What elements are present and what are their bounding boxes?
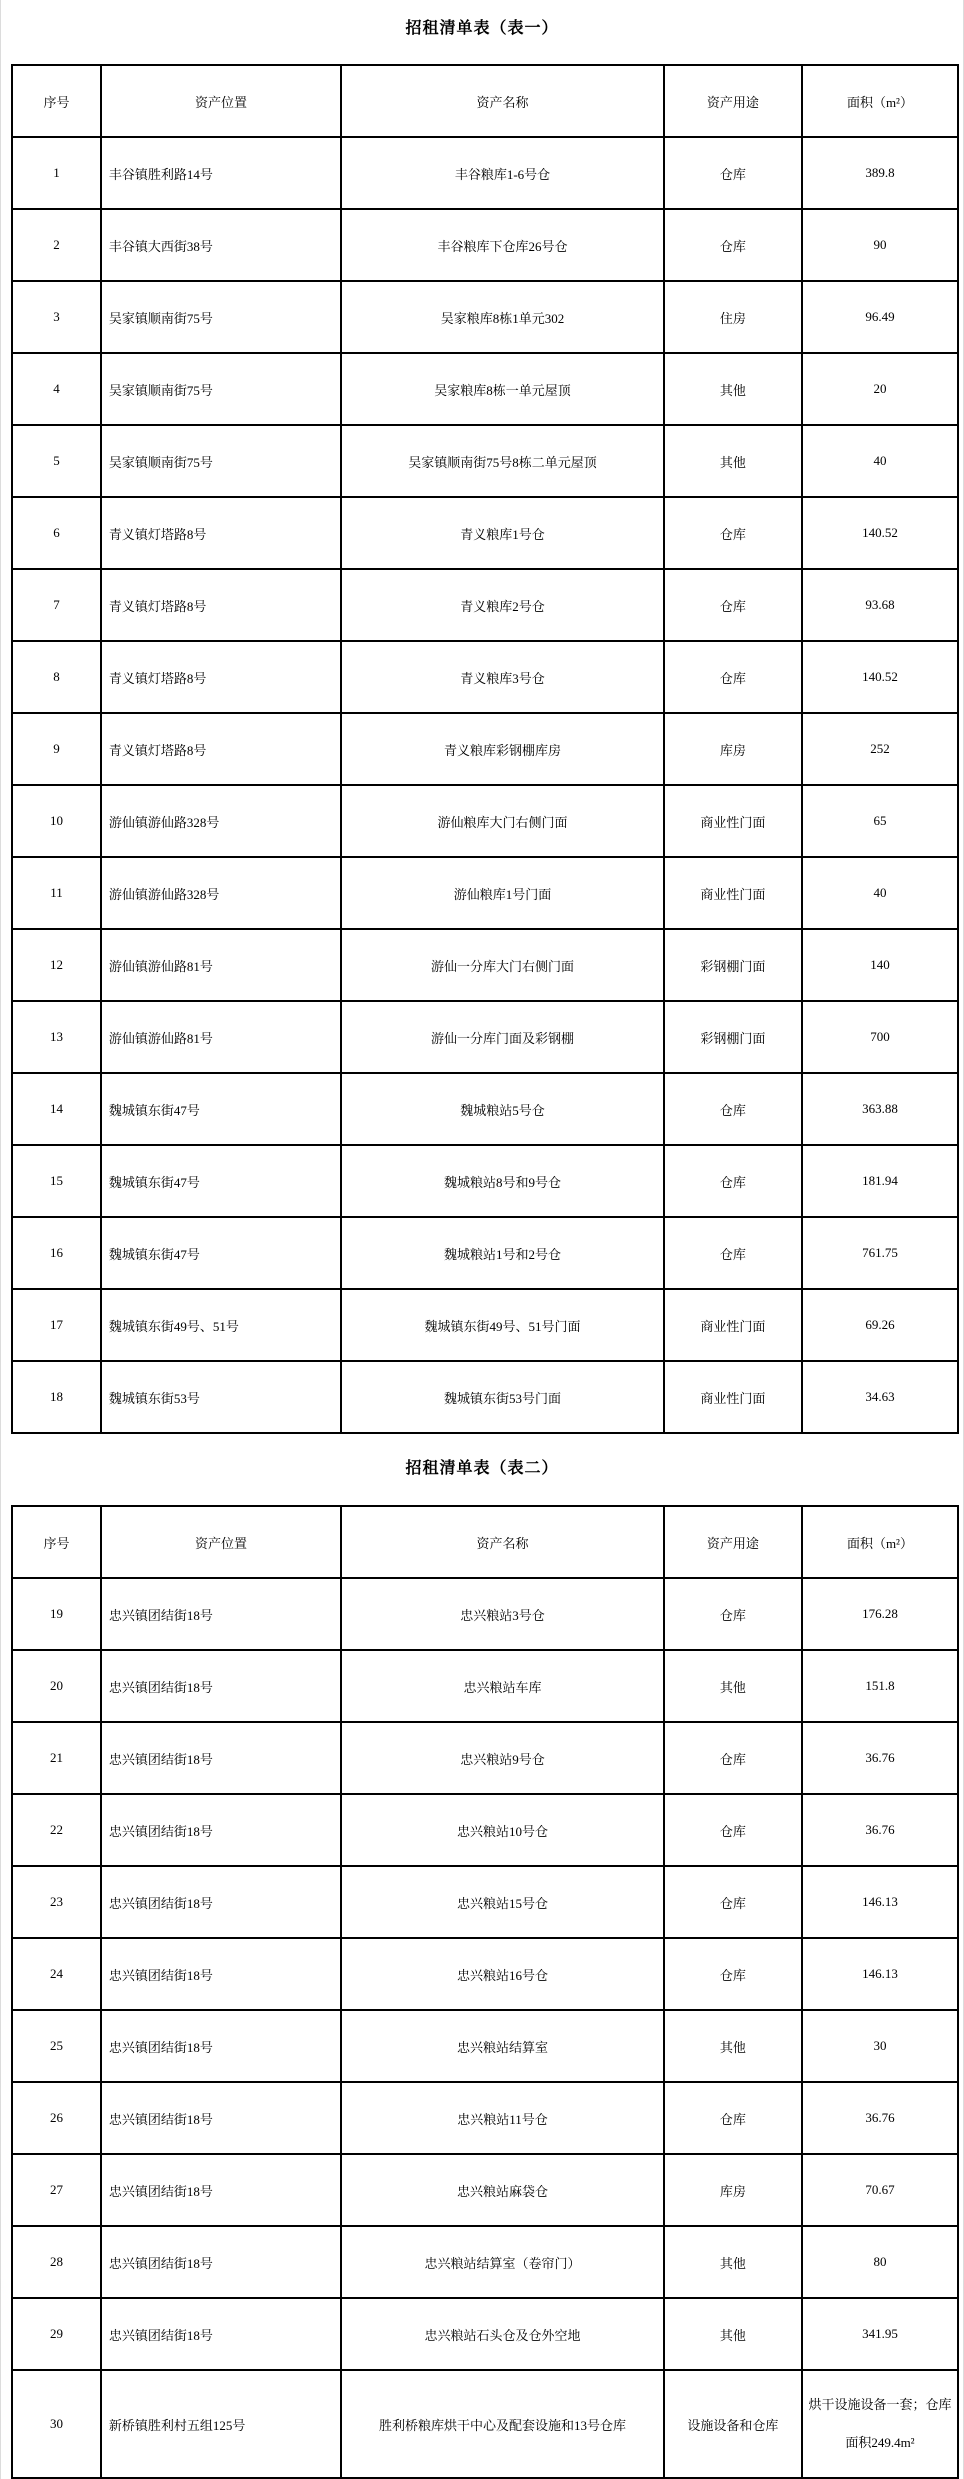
table-row (12, 857, 958, 929)
name-cell: 忠兴粮站麻袋仓 (341, 2154, 664, 2226)
column-header-4: 面积（m²） (802, 1506, 958, 1578)
usage-cell: 仓库 (664, 1578, 802, 1650)
location-cell: 游仙镇游仙路81号 (101, 1001, 341, 1073)
rental-table-1 (11, 64, 959, 1434)
usage-cell: 仓库 (664, 1866, 802, 1938)
serial-cell: 21 (12, 1722, 101, 1794)
table2-title: 招租清单表（表二） (405, 1460, 559, 1477)
name-cell: 忠兴粮站9号仓 (341, 1722, 664, 1794)
table-row (12, 2298, 958, 2370)
usage-cell: 其他 (664, 353, 802, 425)
serial-cell: 10 (12, 785, 101, 857)
table-row (12, 1866, 958, 1938)
serial-cell: 24 (12, 1938, 101, 2010)
location-cell: 游仙镇游仙路328号 (101, 857, 341, 929)
area-cell: 140.52 (802, 497, 958, 569)
area-cell: 90 (802, 209, 958, 281)
area-cell: 700 (802, 1001, 958, 1073)
location-cell: 忠兴镇团结街18号 (101, 1650, 341, 1722)
area-cell: 36.76 (802, 1722, 958, 1794)
serial-cell: 8 (12, 641, 101, 713)
column-header-2: 资产名称 (341, 1506, 664, 1578)
name-cell: 青义粮库2号仓 (341, 569, 664, 641)
column-header-3: 资产用途 (664, 1506, 802, 1578)
table-row (12, 353, 958, 425)
table-row (12, 1001, 958, 1073)
name-cell: 游仙粮库1号门面 (341, 857, 664, 929)
usage-cell: 其他 (664, 2010, 802, 2082)
location-cell: 丰谷镇大西街38号 (101, 209, 341, 281)
area-cell: 146.13 (802, 1938, 958, 2010)
rental-table-2 (11, 1505, 959, 2479)
column-header-1: 资产位置 (101, 1506, 341, 1578)
area-cell: 341.95 (802, 2298, 958, 2370)
table1-title: 招租清单表（表一） (405, 20, 559, 37)
usage-cell: 商业性门面 (664, 1361, 802, 1433)
usage-cell: 仓库 (664, 1938, 802, 2010)
serial-cell: 11 (12, 857, 101, 929)
table-row (12, 569, 958, 641)
table-row (12, 2370, 958, 2478)
table-row (12, 713, 958, 785)
name-cell: 游仙粮库大门右侧门面 (341, 785, 664, 857)
area-cell: 36.76 (802, 1794, 958, 1866)
table-row (12, 2226, 958, 2298)
area-cell: 252 (802, 713, 958, 785)
name-cell: 青义粮库3号仓 (341, 641, 664, 713)
name-cell: 游仙一分库门面及彩钢棚 (341, 1001, 664, 1073)
usage-cell: 彩钢棚门面 (664, 1001, 802, 1073)
name-cell: 魏城粮站8号和9号仓 (341, 1145, 664, 1217)
name-cell: 忠兴粮站11号仓 (341, 2082, 664, 2154)
usage-cell: 商业性门面 (664, 1289, 802, 1361)
serial-cell: 1 (12, 137, 101, 209)
name-cell: 忠兴粮站结算室（卷帘门） (341, 2226, 664, 2298)
location-cell: 青义镇灯塔路8号 (101, 497, 341, 569)
name-cell: 魏城镇东街49号、51号门面 (341, 1289, 664, 1361)
area-cell: 96.49 (802, 281, 958, 353)
usage-cell: 仓库 (664, 497, 802, 569)
table-row (12, 2082, 958, 2154)
location-cell: 吴家镇顺南街75号 (101, 281, 341, 353)
name-cell: 忠兴粮站15号仓 (341, 1866, 664, 1938)
usage-cell: 其他 (664, 2298, 802, 2370)
name-cell: 胜利桥粮库烘干中心及配套设施和13号仓库 (341, 2370, 664, 2478)
location-cell: 魏城镇东街53号 (101, 1361, 341, 1433)
serial-cell: 2 (12, 209, 101, 281)
name-cell: 吴家粮库8栋1单元302 (341, 281, 664, 353)
location-cell: 忠兴镇团结街18号 (101, 2010, 341, 2082)
location-cell: 吴家镇顺南街75号 (101, 353, 341, 425)
serial-cell: 15 (12, 1145, 101, 1217)
table-row (12, 785, 958, 857)
serial-cell: 4 (12, 353, 101, 425)
serial-cell: 14 (12, 1073, 101, 1145)
table-row (12, 1578, 958, 1650)
area-cell: 65 (802, 785, 958, 857)
table-row (12, 1650, 958, 1722)
usage-cell: 库房 (664, 713, 802, 785)
area-cell: 181.94 (802, 1145, 958, 1217)
area-cell: 69.26 (802, 1289, 958, 1361)
serial-cell: 13 (12, 1001, 101, 1073)
area-cell: 20 (802, 353, 958, 425)
serial-cell: 22 (12, 1794, 101, 1866)
usage-cell: 彩钢棚门面 (664, 929, 802, 1001)
area-cell: 363.88 (802, 1073, 958, 1145)
serial-cell: 20 (12, 1650, 101, 1722)
location-cell: 忠兴镇团结街18号 (101, 1794, 341, 1866)
name-cell: 丰谷粮库下仓库26号仓 (341, 209, 664, 281)
location-cell: 青义镇灯塔路8号 (101, 641, 341, 713)
name-cell: 忠兴粮站石头仓及仓外空地 (341, 2298, 664, 2370)
serial-cell: 9 (12, 713, 101, 785)
location-cell: 青义镇灯塔路8号 (101, 713, 341, 785)
location-cell: 魏城镇东街47号 (101, 1145, 341, 1217)
name-cell: 青义粮库彩钢棚库房 (341, 713, 664, 785)
serial-cell: 25 (12, 2010, 101, 2082)
table-row (12, 1145, 958, 1217)
column-header-0: 序号 (12, 65, 101, 137)
name-cell: 忠兴粮站16号仓 (341, 1938, 664, 2010)
serial-cell: 29 (12, 2298, 101, 2370)
serial-cell: 23 (12, 1866, 101, 1938)
table1-header-row (12, 65, 958, 137)
location-cell: 魏城镇东街47号 (101, 1217, 341, 1289)
table-row (12, 1289, 958, 1361)
serial-cell: 28 (12, 2226, 101, 2298)
serial-cell: 27 (12, 2154, 101, 2226)
column-header-4: 面积（m²） (802, 65, 958, 137)
usage-cell: 商业性门面 (664, 857, 802, 929)
serial-cell: 19 (12, 1578, 101, 1650)
name-cell: 丰谷粮库1-6号仓 (341, 137, 664, 209)
area-cell: 34.63 (802, 1361, 958, 1433)
location-cell: 魏城镇东街47号 (101, 1073, 341, 1145)
column-header-3: 资产用途 (664, 65, 802, 137)
usage-cell: 仓库 (664, 569, 802, 641)
location-cell: 新桥镇胜利村五组125号 (101, 2370, 341, 2478)
usage-cell: 仓库 (664, 1145, 802, 1217)
name-cell: 吴家镇顺南街75号8栋二单元屋顶 (341, 425, 664, 497)
name-cell: 忠兴粮站车库 (341, 1650, 664, 1722)
table-row (12, 137, 958, 209)
location-cell: 忠兴镇团结街18号 (101, 1938, 341, 2010)
table2-header-row (12, 1506, 958, 1578)
usage-cell: 仓库 (664, 1722, 802, 1794)
name-cell: 魏城粮站5号仓 (341, 1073, 664, 1145)
name-cell: 忠兴粮站3号仓 (341, 1578, 664, 1650)
area-cell: 烘干设施设备一套；仓库面积249.4m² (802, 2370, 958, 2478)
table-row (12, 1794, 958, 1866)
location-cell: 忠兴镇团结街18号 (101, 2298, 341, 2370)
location-cell: 忠兴镇团结街18号 (101, 1722, 341, 1794)
table-row (12, 1722, 958, 1794)
name-cell: 忠兴粮站结算室 (341, 2010, 664, 2082)
column-header-2: 资产名称 (341, 65, 664, 137)
usage-cell: 库房 (664, 2154, 802, 2226)
name-cell: 青义粮库1号仓 (341, 497, 664, 569)
area-cell: 30 (802, 2010, 958, 2082)
area-cell: 93.68 (802, 569, 958, 641)
location-cell: 游仙镇游仙路328号 (101, 785, 341, 857)
area-cell: 40 (802, 857, 958, 929)
location-cell: 游仙镇游仙路81号 (101, 929, 341, 1001)
table-row (12, 1073, 958, 1145)
name-cell: 魏城粮站1号和2号仓 (341, 1217, 664, 1289)
location-cell: 忠兴镇团结街18号 (101, 2154, 341, 2226)
location-cell: 青义镇灯塔路8号 (101, 569, 341, 641)
usage-cell: 其他 (664, 425, 802, 497)
table-row (12, 1217, 958, 1289)
serial-cell: 18 (12, 1361, 101, 1433)
name-cell: 忠兴粮站10号仓 (341, 1794, 664, 1866)
location-cell: 忠兴镇团结街18号 (101, 2226, 341, 2298)
serial-cell: 26 (12, 2082, 101, 2154)
table-row (12, 209, 958, 281)
serial-cell: 5 (12, 425, 101, 497)
usage-cell: 仓库 (664, 137, 802, 209)
serial-cell: 17 (12, 1289, 101, 1361)
usage-cell: 仓库 (664, 641, 802, 713)
usage-cell: 仓库 (664, 2082, 802, 2154)
area-cell: 389.8 (802, 137, 958, 209)
table-row (12, 497, 958, 569)
location-cell: 吴家镇顺南街75号 (101, 425, 341, 497)
serial-cell: 16 (12, 1217, 101, 1289)
usage-cell: 住房 (664, 281, 802, 353)
usage-cell: 仓库 (664, 1794, 802, 1866)
area-cell: 70.67 (802, 2154, 958, 2226)
area-cell: 176.28 (802, 1578, 958, 1650)
area-cell: 140.52 (802, 641, 958, 713)
serial-cell: 30 (12, 2370, 101, 2478)
area-cell: 146.13 (802, 1866, 958, 1938)
location-cell: 丰谷镇胜利路14号 (101, 137, 341, 209)
usage-cell: 商业性门面 (664, 785, 802, 857)
column-header-1: 资产位置 (101, 65, 341, 137)
table-row (12, 641, 958, 713)
area-cell: 761.75 (802, 1217, 958, 1289)
usage-cell: 仓库 (664, 1073, 802, 1145)
location-cell: 忠兴镇团结街18号 (101, 1578, 341, 1650)
area-cell: 140 (802, 929, 958, 1001)
usage-cell: 仓库 (664, 209, 802, 281)
table-row (12, 1361, 958, 1433)
area-cell: 40 (802, 425, 958, 497)
table-row (12, 2154, 958, 2226)
name-cell: 吴家粮库8栋一单元屋顶 (341, 353, 664, 425)
name-cell: 魏城镇东街53号门面 (341, 1361, 664, 1433)
serial-cell: 3 (12, 281, 101, 353)
location-cell: 忠兴镇团结街18号 (101, 1866, 341, 1938)
table-row (12, 2010, 958, 2082)
table-row (12, 929, 958, 1001)
name-cell: 游仙一分库大门右侧门面 (341, 929, 664, 1001)
serial-cell: 6 (12, 497, 101, 569)
location-cell: 魏城镇东街49号、51号 (101, 1289, 341, 1361)
location-cell: 忠兴镇团结街18号 (101, 2082, 341, 2154)
serial-cell: 7 (12, 569, 101, 641)
table-row (12, 1938, 958, 2010)
usage-cell: 其他 (664, 1650, 802, 1722)
serial-cell: 12 (12, 929, 101, 1001)
area-cell: 80 (802, 2226, 958, 2298)
usage-cell: 其他 (664, 2226, 802, 2298)
area-cell: 36.76 (802, 2082, 958, 2154)
column-header-0: 序号 (12, 1506, 101, 1578)
usage-cell: 仓库 (664, 1217, 802, 1289)
usage-cell: 设施设备和仓库 (664, 2370, 802, 2478)
table-row (12, 281, 958, 353)
area-cell: 151.8 (802, 1650, 958, 1722)
table-row (12, 425, 958, 497)
